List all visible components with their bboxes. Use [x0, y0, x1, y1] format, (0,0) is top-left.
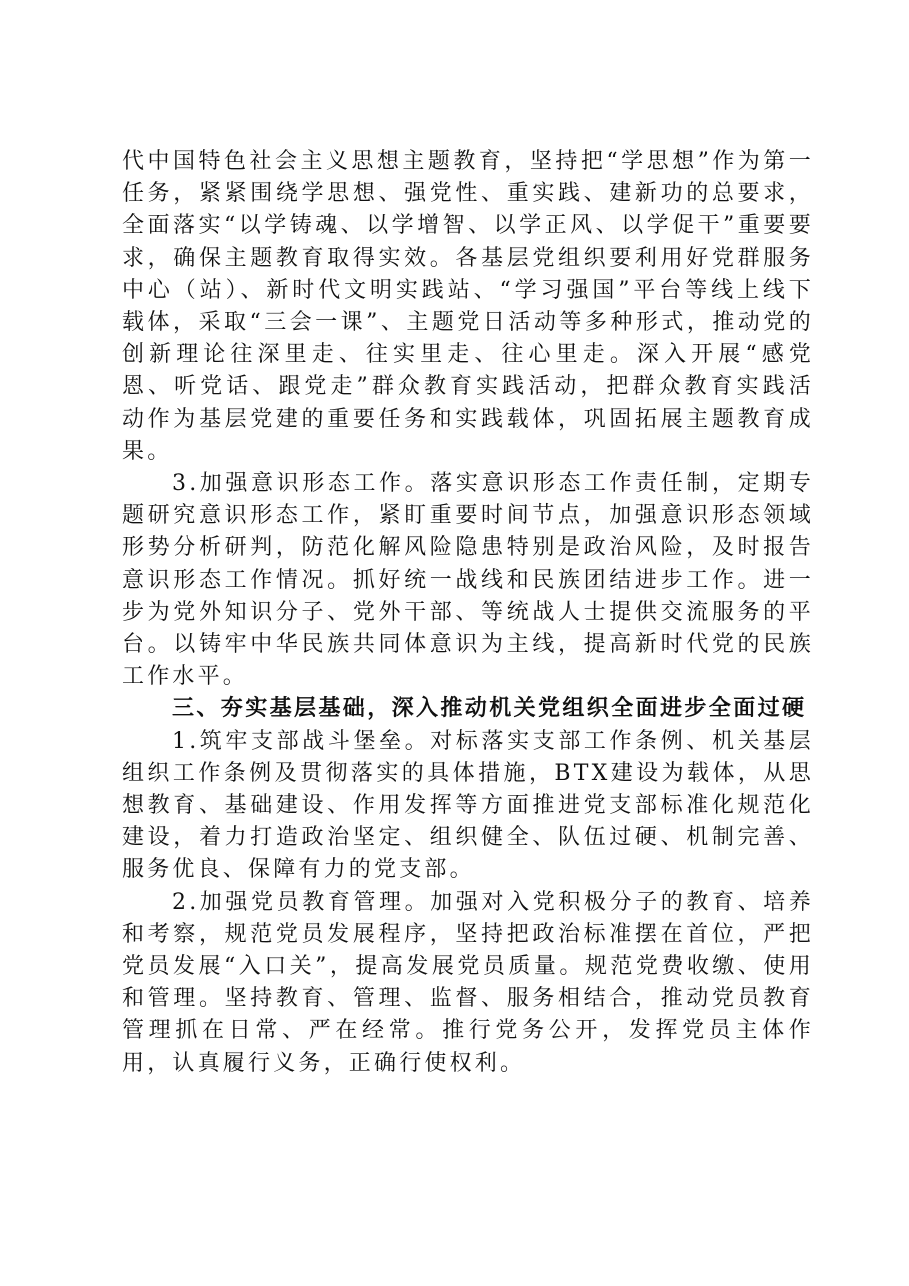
section-heading: 三、夯实基层基础，深入推动机关党组织全面进步全面过硬: [172, 696, 807, 722]
paragraph-ideology-work: 3.加强意识形态工作。落实意识形态工作责任制，定期专题研究意识形态工作，紧盯重要时间节点，加强意识形态领域形势分析研判，防范化解风险隐患特别是政治风险，及时报告意识形态工作情况。抓好统一战线和民族团结进步工作。进一步为党外知识分子、党外干部、等统战人士提供交流服务的平台。以铸牢中华民族共同体意识为主线，提高新时代党的民族工作水平。: [122, 471, 814, 690]
paragraph-member-management: 2.加强党员教育管理。加强对入党积极分子的教育、培养和考察，规范党员发展程序，坚持把政治标准摆在首位，严把党员发展“入口关”，提高发展党员质量。规范党费收缴、使用和管理。坚持教育、管理、监督、服务相结合，推动党员教育管理抓在日常、严在经常。推行党务公开，发挥党员主体作用，认真履行义务，正确行使权利。: [122, 889, 814, 1076]
paragraph-continued: 代中国特色社会主义思想主题教育，坚持把“学思想”作为第一任务，紧紧围绕学思想、强党性、重实践、建新功的总要求，全面落实“以学铸魂、以学增智、以学正风、以学促干”重要要求，确保主题教育取得实效。各基层党组织要利用好党群服务中心（站）、新时代文明实践站、“学习强国”平台等线上线下载体，采取“三会一课”、主题党日活动等多种形式，推动党的创新理论往深里走、往实里走、往心里走。深入开展“感党恩、听党话、跟党走”群众教育实践活动，把群众教育实践活动作为基层党建的重要任务和实践载体，巩固拓展主题教育成果。: [122, 149, 814, 464]
document-body: [122, 146, 814, 1080]
paragraph-branch-fortress: 1.筑牢支部战斗堡垒。对标落实支部工作条例、机关基层组织工作条例及贯彻落实的具体措施，BTX建设为载体，从思想教育、基础建设、作用发挥等方面推进党支部标准化规范化建设，着力打造政治坚定、组织健全、队伍过硬、机制完善、服务优良、保障有力的党支部。: [122, 728, 814, 883]
